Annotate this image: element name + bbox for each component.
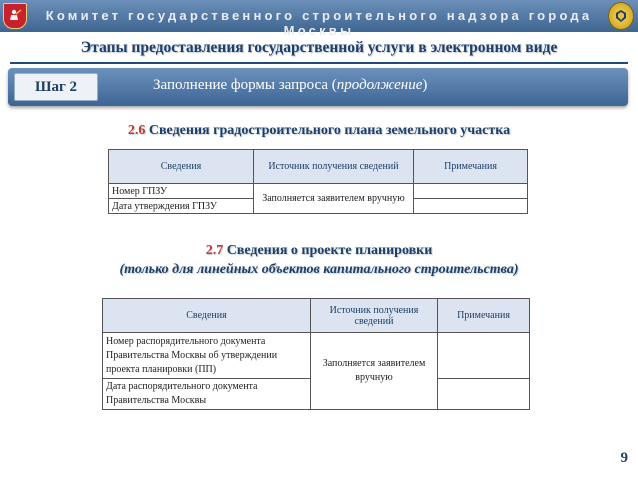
col-header-notes: Примечания bbox=[438, 299, 530, 333]
gpzu-table bbox=[108, 149, 528, 214]
col-header-info: Сведения bbox=[103, 299, 311, 333]
row-note bbox=[414, 184, 528, 199]
moscow-coat-of-arms-icon bbox=[3, 3, 27, 29]
row-note bbox=[438, 379, 530, 410]
org-title: Комитет государственного строительного надзора города Москвы bbox=[45, 8, 593, 38]
row-info: Дата утверждения ГПЗУ bbox=[109, 199, 254, 214]
col-header-source: Источник получения сведений bbox=[311, 299, 438, 333]
col-header-source: Источник получения сведений bbox=[254, 150, 414, 184]
divider bbox=[10, 62, 628, 64]
committee-emblem-icon bbox=[608, 2, 634, 30]
col-header-info: Сведения bbox=[109, 150, 254, 184]
section-subtitle-planning: (только для линейных объектов капитального строительства) bbox=[119, 262, 519, 277]
table-row bbox=[103, 333, 530, 379]
step-badge: Шаг 2 bbox=[14, 73, 98, 101]
step-description: Заполнение формы запроса (продолжение) bbox=[153, 77, 428, 93]
col-header-notes: Примечания bbox=[414, 150, 528, 184]
planning-table bbox=[102, 298, 530, 410]
row-note bbox=[414, 199, 528, 214]
table-row bbox=[109, 184, 528, 199]
page-number: 9 bbox=[620, 450, 628, 466]
row-source: Заполняется заявителем вручную bbox=[311, 333, 438, 410]
row-source: Заполняется заявителем вручную bbox=[254, 184, 414, 214]
row-info: Дата распорядительного документа Правительства Москвы bbox=[103, 379, 311, 410]
step-bar bbox=[8, 68, 628, 106]
section-title-planning: 2.7 Сведения о проекте планировки bbox=[205, 243, 433, 258]
row-info: Номер ГПЗУ bbox=[109, 184, 254, 199]
header-bar bbox=[0, 0, 638, 38]
page-title: Этапы предоставления государственной услуги в электронном виде bbox=[80, 39, 558, 56]
row-note bbox=[438, 333, 530, 379]
section-title-gpzu: 2.6 Сведения градостроительного плана земельного участка bbox=[127, 123, 511, 138]
row-info: Номер распорядительного документа Правительства Москвы об утверждении проекта планировки (ПП) bbox=[103, 333, 311, 379]
